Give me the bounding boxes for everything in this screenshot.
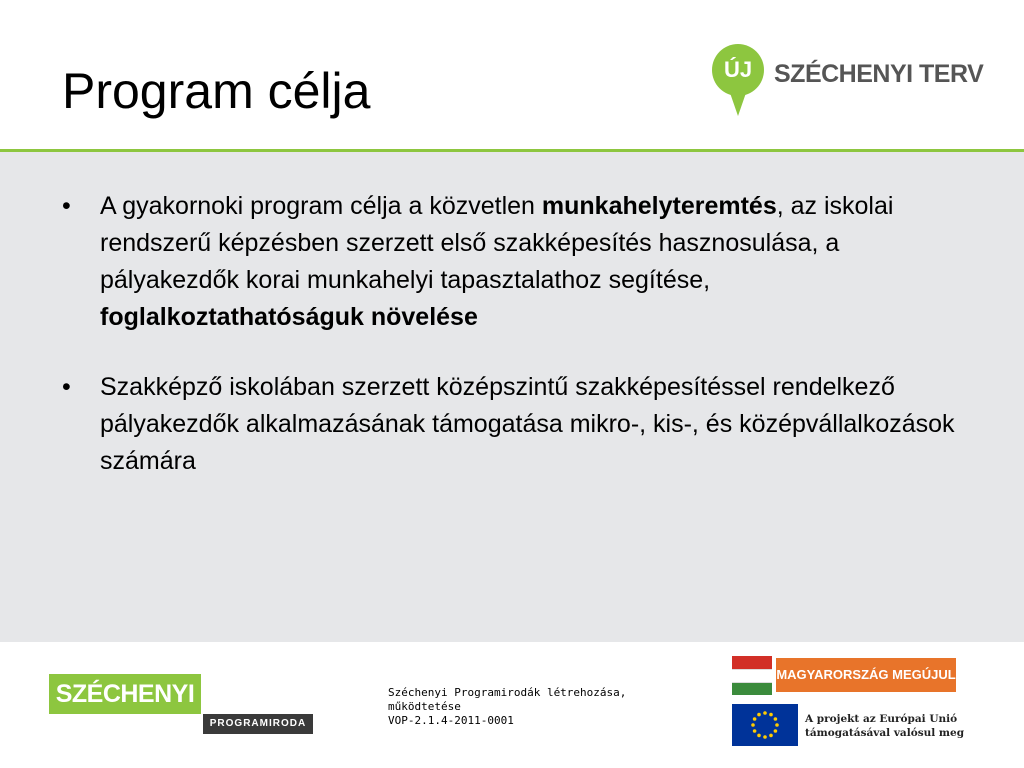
eu-flag-icon (732, 704, 798, 746)
eu-support-text (805, 712, 964, 740)
programiroda-logo: PROGRAMIRODA (203, 714, 313, 734)
uj-szechenyi-terv-logo (712, 44, 982, 134)
footer-line: működtetése (388, 700, 461, 713)
bullet-emphasis: munkahelyteremtés (541, 192, 777, 220)
slide-title: Program célja (62, 63, 371, 119)
bullet-dot: • (62, 192, 71, 220)
eu-stars-icon (732, 704, 798, 746)
bullet-dot: • (62, 373, 71, 401)
footer-line: Széchenyi Programirodák létrehozása, (388, 686, 627, 699)
szechenyi-logo: SZÉCHENYI (49, 674, 201, 714)
bullet-text: Szakképző iskolában szerzett középszintű szakképesítéssel rendelkező pályakezdők alkalmazásának támogatása mikro-, kis-, és középvállalkozások számára (100, 373, 955, 475)
magyarorszag-megujul-banner: MAGYARORSZÁG MEGÚJUL (776, 658, 956, 692)
bullet-item (62, 369, 962, 480)
footer-line: VOP-2.1.4-2011-0001 (388, 714, 514, 727)
bullet-text: A gyakornoki program célja a közvetlen (100, 192, 542, 220)
bullet-list (62, 188, 962, 513)
uj-logo-text: SZÉCHENYI TERV (774, 60, 984, 88)
eu-text-line: A projekt az Európai Unió (805, 713, 958, 725)
slide-content (0, 152, 1024, 642)
bullet-text: , az iskolai rendszerű képzésben szerzett első szakképesítés hasznosulása, a pályakezdők korai munkahelyi tapasztalathoz segítése, (100, 192, 894, 294)
hungarian-flag-icon (732, 656, 772, 694)
bullet-item (62, 188, 962, 336)
bullet-emphasis: foglalkoztathatóságuk növelése (100, 303, 478, 331)
footer-project-text (388, 686, 626, 728)
eu-text-line: támogatásával valósul meg (805, 727, 965, 739)
uj-pin-label: ÚJ (712, 44, 764, 96)
